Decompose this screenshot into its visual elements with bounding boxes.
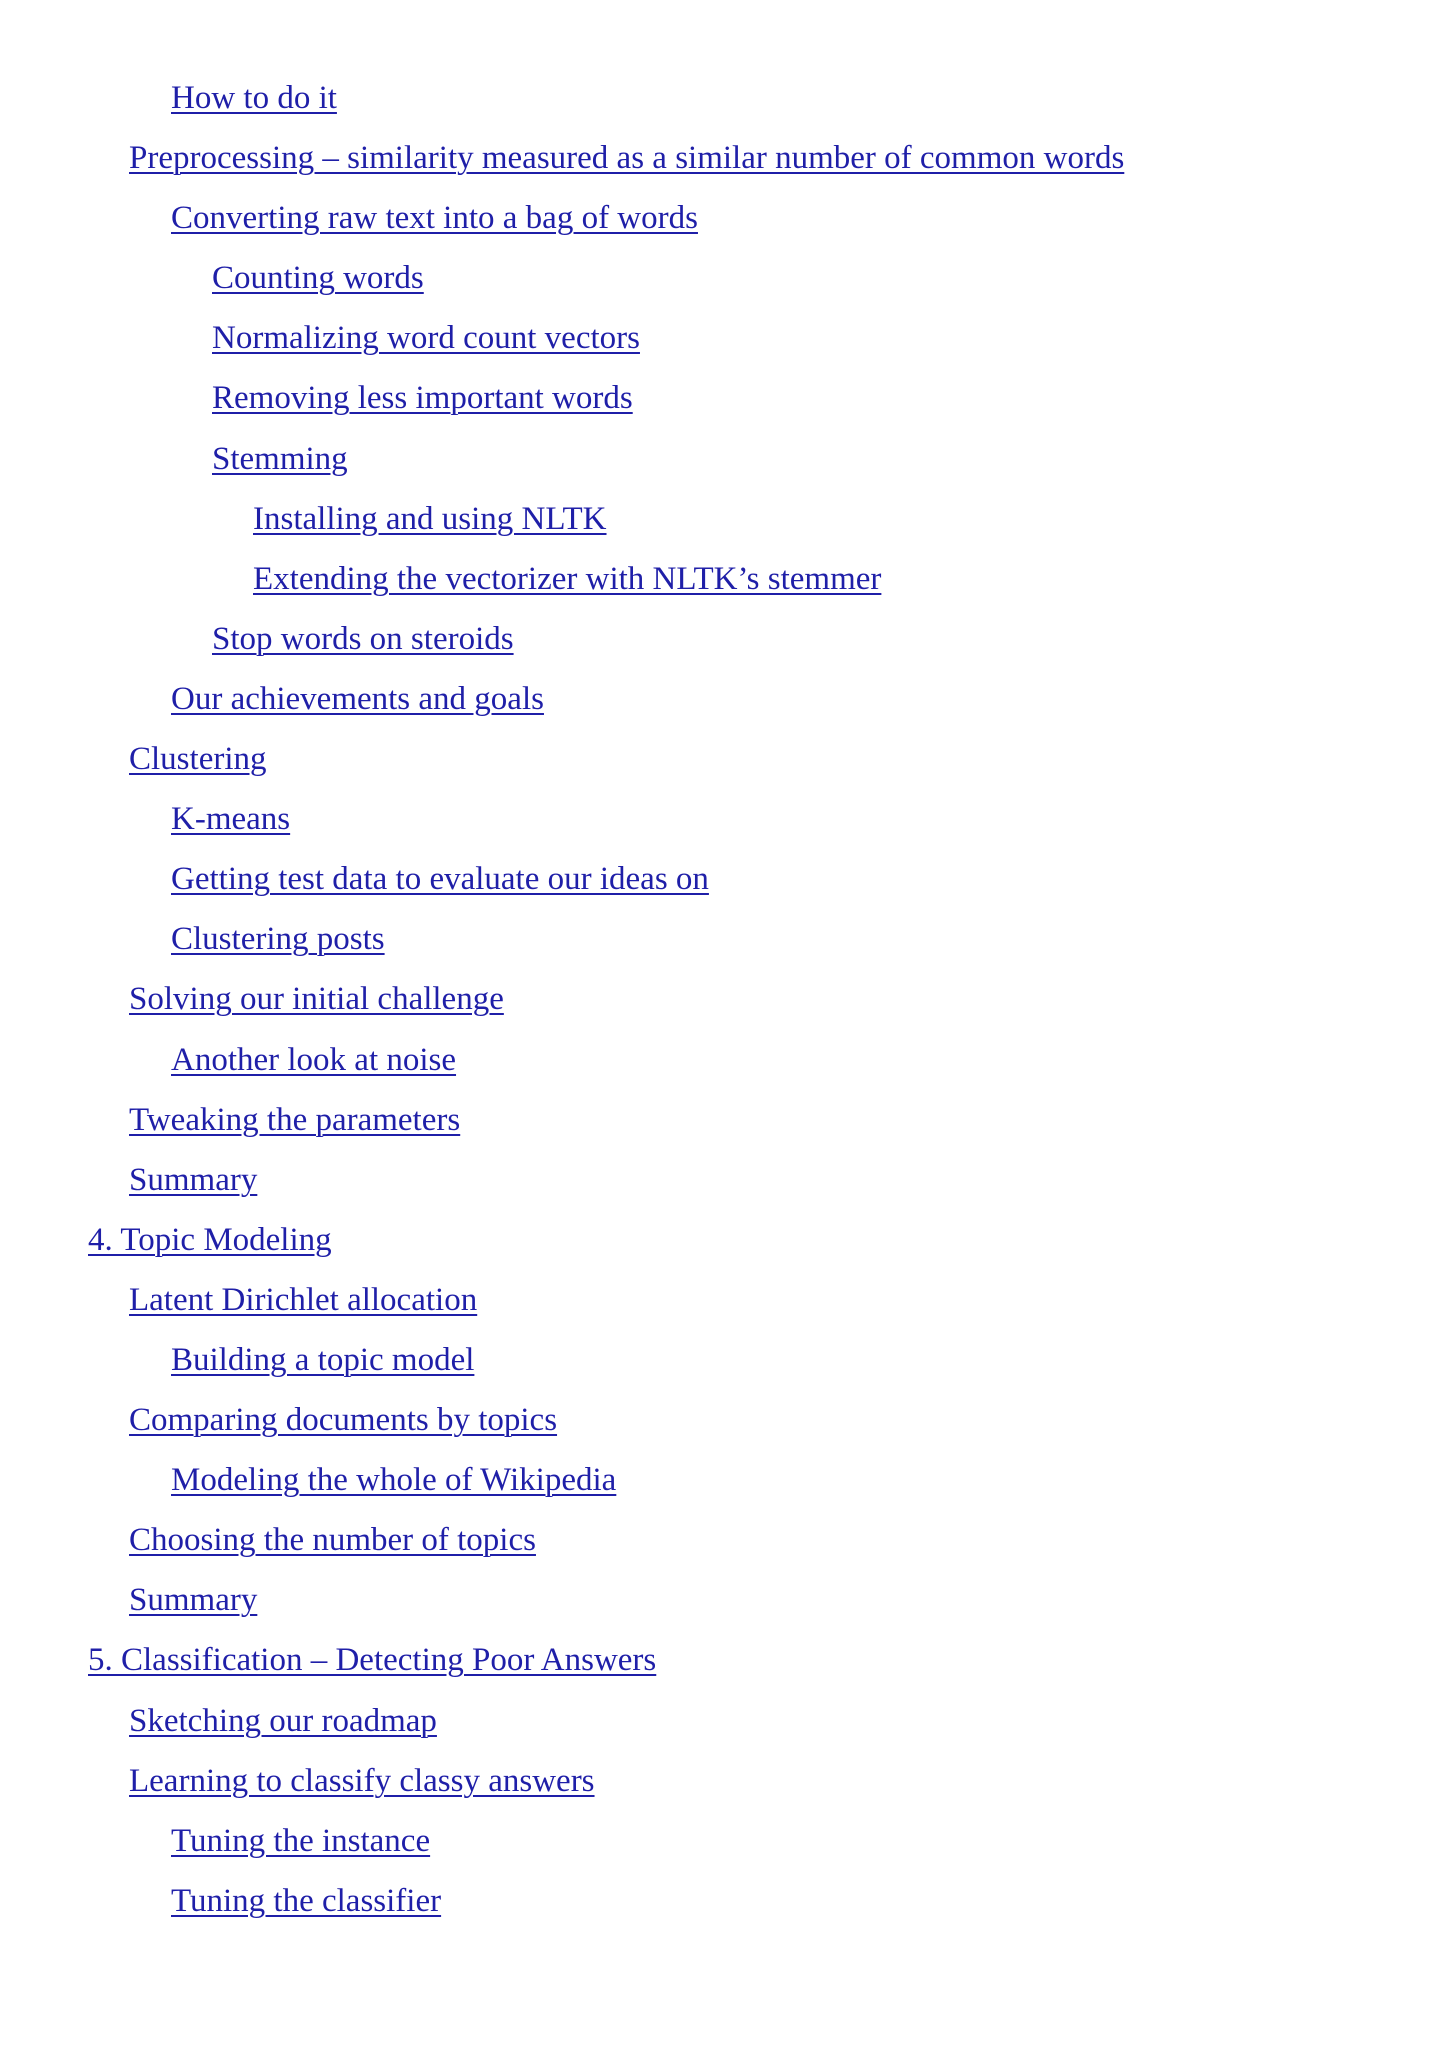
toc-entry — [0, 1524, 1448, 1584]
toc-link[interactable]: Installing and using NLTK — [253, 500, 607, 537]
toc-entry — [0, 1762, 1448, 1825]
toc-link[interactable]: Clustering — [129, 741, 267, 778]
table-of-contents — [0, 82, 1448, 1945]
toc-link[interactable]: How to do it — [171, 80, 337, 116]
toc-entry — [0, 1341, 1448, 1404]
toc-link[interactable]: Summary — [129, 1161, 258, 1198]
toc-entry — [0, 142, 1448, 202]
toc-link[interactable]: Extending the vectorizer with NLTK’s stemmer — [253, 560, 882, 597]
toc-entry — [0, 1221, 1448, 1284]
toc-entry — [0, 1161, 1448, 1224]
toc-link[interactable]: Converting raw text into a bag of words — [171, 200, 698, 237]
toc-link[interactable]: Another look at noise — [171, 1041, 457, 1078]
toc-entry — [0, 863, 1448, 923]
toc-entry — [0, 322, 1448, 382]
toc-entry — [0, 1584, 1448, 1644]
toc-entry — [0, 202, 1448, 262]
toc-link[interactable]: K-means — [171, 801, 291, 838]
toc-link[interactable]: 5. Classification – Detecting Poor Answers — [88, 1642, 657, 1679]
toc-link[interactable]: Latent Dirichlet allocation — [129, 1281, 478, 1318]
toc-link[interactable]: Modeling the whole of Wikipedia — [171, 1462, 617, 1499]
toc-link[interactable]: Clustering posts — [171, 921, 385, 958]
toc-entry — [0, 1464, 1448, 1524]
toc-link[interactable]: Stemming — [212, 440, 348, 477]
toc-entry — [0, 1041, 1448, 1104]
toc-link[interactable]: Stop words on steroids — [212, 620, 514, 657]
toc-entry — [0, 262, 1448, 322]
toc-link[interactable]: Learning to classify classy answers — [129, 1762, 595, 1799]
toc-link[interactable]: Removing less important words — [212, 380, 633, 417]
toc-entry — [0, 500, 1448, 563]
toc-link[interactable]: Tweaking the parameters — [129, 1101, 461, 1138]
toc-entry — [0, 382, 1448, 442]
toc-entry — [0, 620, 1448, 683]
toc-link[interactable]: Normalizing word count vectors — [212, 320, 640, 357]
toc-link[interactable]: Tuning the instance — [171, 1822, 431, 1859]
toc-link[interactable]: Sketching our roadmap — [129, 1702, 437, 1739]
toc-link[interactable]: Counting words — [212, 260, 424, 297]
toc-entry — [0, 1281, 1448, 1344]
toc-entry — [0, 923, 1448, 983]
toc-entry — [0, 440, 1448, 503]
toc-entry — [0, 1404, 1448, 1464]
toc-link[interactable]: Summary — [129, 1582, 258, 1619]
toc-entry — [0, 1822, 1448, 1885]
toc-entry — [0, 743, 1448, 803]
toc-link[interactable]: Preprocessing – similarity measured as a similar number of common words — [129, 140, 1125, 177]
toc-link[interactable]: Choosing the number of topics — [129, 1522, 536, 1559]
toc-link[interactable]: Solving our initial challenge — [129, 981, 504, 1018]
toc-entry — [0, 1644, 1448, 1704]
toc-link[interactable]: Tuning the classifier — [171, 1882, 442, 1919]
toc-entry — [0, 1702, 1448, 1765]
toc-entry — [0, 82, 1448, 142]
toc-entry — [0, 1882, 1448, 1945]
toc-link[interactable]: Our achievements and goals — [171, 680, 544, 717]
toc-entry — [0, 983, 1448, 1043]
toc-entry — [0, 1101, 1448, 1164]
toc-link[interactable]: Comparing documents by topics — [129, 1402, 558, 1439]
toc-link[interactable]: 4. Topic Modeling — [88, 1221, 332, 1258]
toc-link[interactable]: Getting test data to evaluate our ideas on — [171, 861, 709, 898]
toc-entry — [0, 680, 1448, 743]
toc-entry — [0, 560, 1448, 623]
toc-entry — [0, 803, 1448, 863]
toc-link[interactable]: Building a topic model — [171, 1341, 475, 1378]
